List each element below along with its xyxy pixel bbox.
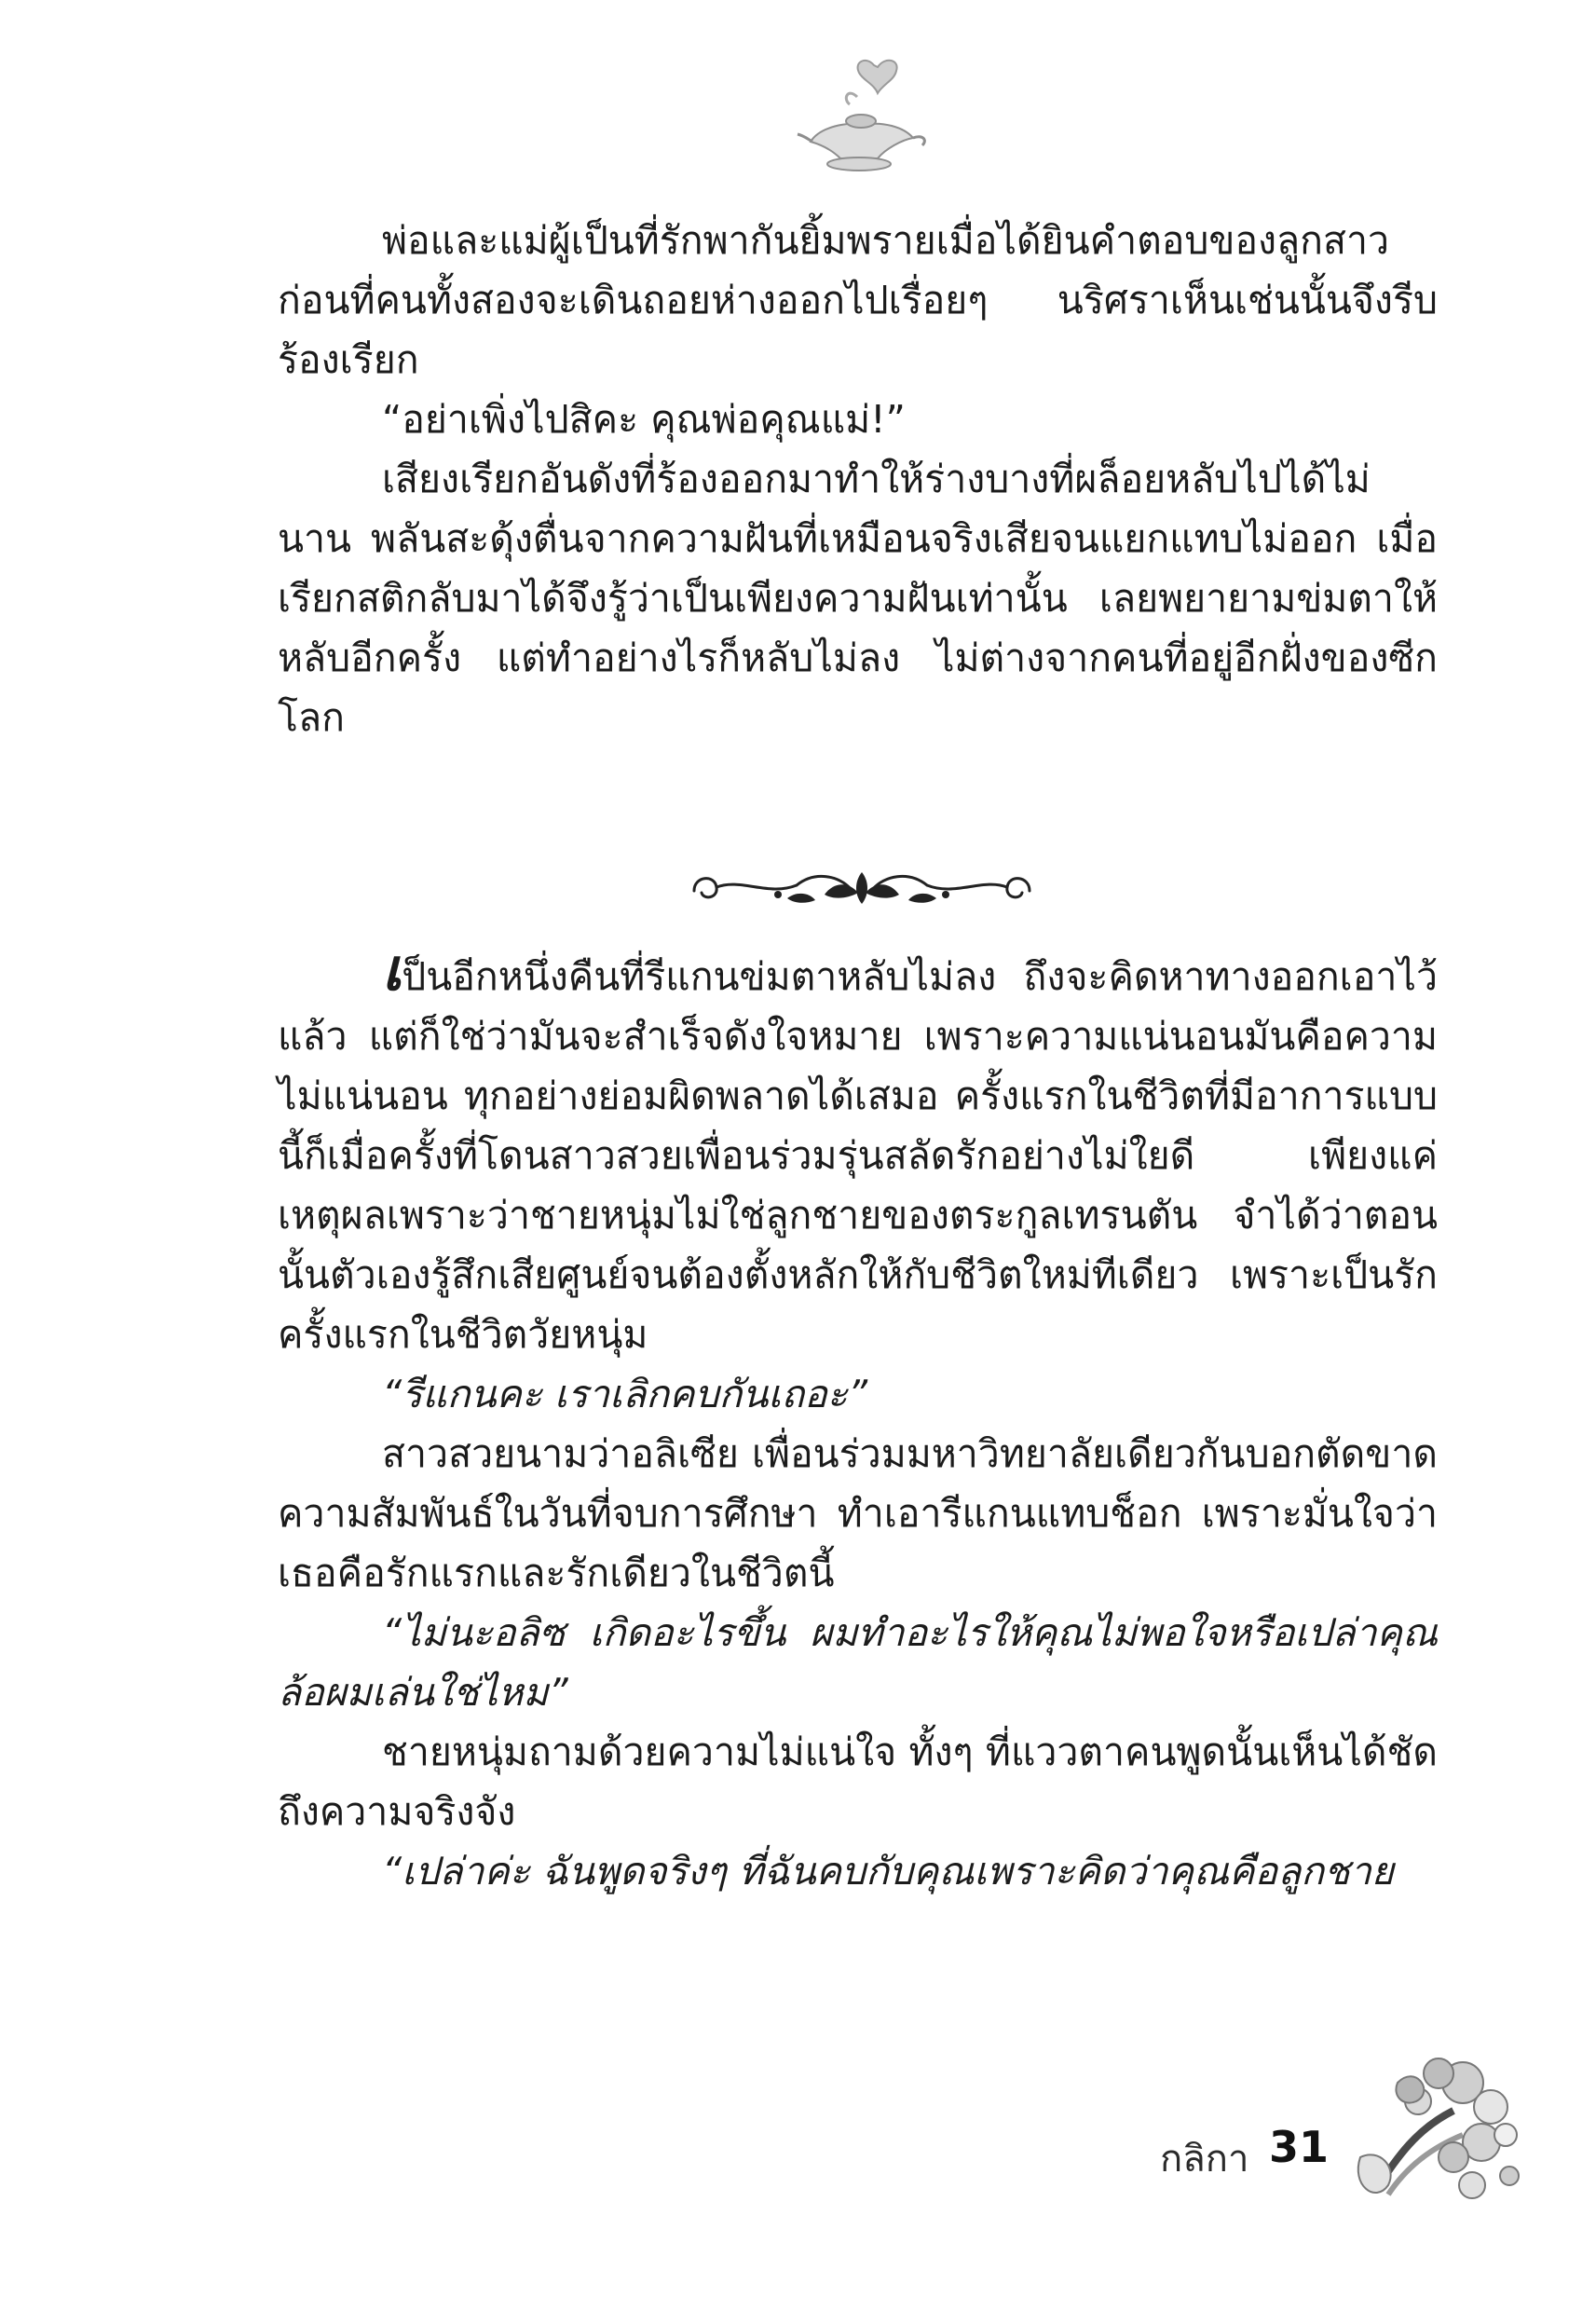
paragraph: เสียงเรียกอันดังที่ร้องออกมาทำให้ร่างบางที่ผล็อยหลับไปได้ไม่นาน พลันสะดุ้งตื่นจากความฝันที่เหมือนจริงเสียจนแยกแทบไม่ออก เมื่อเรียกสติกลับมาได้จึงรู้ว่าเป็นเพียงความฝันเท่านั้น เลยพยายามข่มตาให้หลับอีกครั้ง แต่ทำอย่างไรก็หลับไม่ลง ไม่ต่างจากคนที่อยู่อีกฝั่งของซีกโลก (278, 457, 1438, 740)
dialog-line: “ไม่นะอลิซ เกิดอะไรขึ้น ผมทำอะไรให้คุณไม่พอใจหรือเปล่าคุณล้อผมเล่นใช่ไหม” (278, 1610, 1438, 1715)
section-two (278, 936, 1438, 1901)
page-number: 31 (1269, 2122, 1330, 2172)
opening-paragraph (278, 936, 1438, 1364)
book-title: กลิกา (1160, 2138, 1249, 2181)
floral-scroll-divider-icon (685, 857, 1039, 919)
section-one (278, 211, 1438, 747)
dialog-line: “อย่าเพิ่งไปสิคะ คุณพ่อคุณแม่!” (382, 397, 906, 442)
paragraph: ชายหนุ่มถามด้วยความไม่แน่ใจ ทั้งๆ ที่แววตาคนพูดนั้นเห็นได้ชัดถึงความจริงจัง (278, 1730, 1438, 1834)
paragraph: สาวสวยนามว่าอลิเซีย เพื่อนร่วมมหาวิทยาลัยเดียวกันบอกตัดขาดความสัมพันธ์ในวันที่จบการศึกษา ทำเอารีแกนแทบช็อก เพราะมั่นใจว่าเธอคือรักแรกและรักเดียวในชีวิตนี้ (278, 1431, 1438, 1595)
flower-bouquet-icon (1342, 2045, 1528, 2222)
dialog-line: “เปล่าค่ะ ฉันพูดจริงๆ ที่ฉันคบกับคุณเพราะคิดว่าคุณคือลูกชาย (382, 1849, 1394, 1894)
opening-paragraph-text: ป็นอีกหนึ่งคืนที่รีแกนข่มตาหลับไม่ลง ถึงจะคิดหาทางออกเอาไว้แล้ว แต่ก็ใช่ว่ามันจะสำเร็จดังใจหมาย เพราะความแน่นอนมันคือความไม่แน่นอน ทุกอย่างย่อมผิดพลาดได้เสมอ ครั้งแรกในชีวิตที่มีอาการแบบนี้ก็เมื่อครั้งที่โดนสาวสวยเพื่อนร่วมรุ่นสลัดรักอย่างไม่ใยดี เพียงแค่เหตุผลเพราะว่าชายหนุ่มไม่ใช่ลูกชายของตระกูลเทรนตัน จำได้ว่าตอนนั้นตัวเองรู้สึกเสียศูนย์จนต้องตั้งหลักให้กับชีวิตใหม่ทีเดียว เพราะเป็นรักครั้งแรกในชีวิตวัยหนุ่ม (278, 954, 1438, 1357)
lamp-with-heart-icon (792, 56, 932, 177)
drop-cap: เ (382, 936, 402, 1004)
paragraph: พ่อและแม่ผู้เป็นที่รักพากันยิ้มพรายเมื่อได้ยินคำตอบของลูกสาว ก่อนที่คนทั้งสองจะเดินถอยห่างออกไปเรื่อยๆ นริศราเห็นเช่นนั้นจึงรีบร้องเรียก (278, 218, 1438, 382)
dialog-line: “รีแกนคะ เราเลิกคบกันเถอะ” (382, 1372, 868, 1416)
